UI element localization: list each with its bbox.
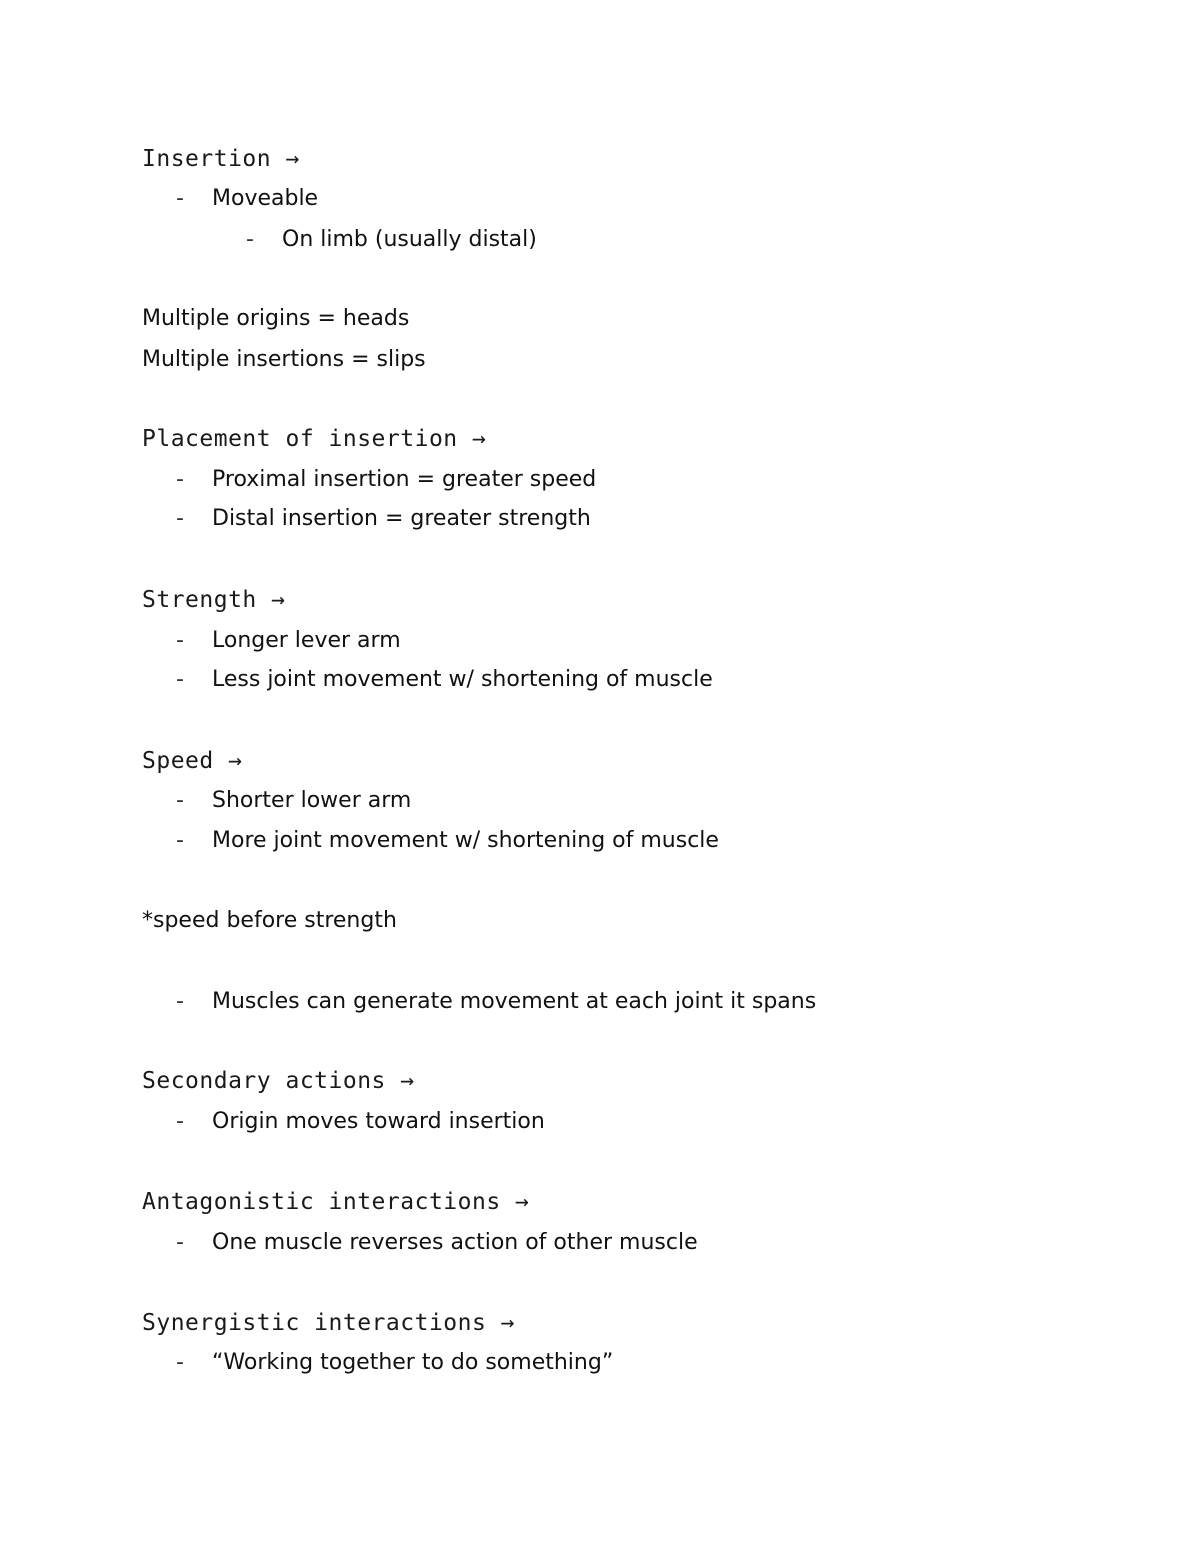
list-item (176, 1350, 613, 1375)
heading-speed: Speed → (142, 748, 243, 774)
note-line: Multiple insertions = slips (142, 347, 426, 372)
list-item (176, 1109, 545, 1134)
list-item-text: One muscle reverses action of other muscle (212, 1230, 698, 1255)
list-item-text: “Working together to do something” (212, 1350, 614, 1375)
bullet-dash: - (176, 467, 184, 492)
bullet-dash: - (246, 227, 254, 252)
bullet-dash: - (176, 788, 184, 813)
list-item-text: Muscles can generate movement at each joint it spans (212, 989, 817, 1014)
bullet-dash: - (176, 989, 184, 1014)
list-item-text: Less joint movement w/ shortening of muscle (212, 667, 713, 692)
list-item (176, 186, 318, 211)
list-item-text: Moveable (212, 186, 319, 211)
list-item-text: More joint movement w/ shortening of muscle (212, 828, 719, 853)
heading-strength: Strength → (142, 587, 286, 613)
bullet-dash: - (176, 1230, 184, 1255)
heading-insertion: Insertion → (142, 146, 300, 172)
list-item (176, 788, 411, 813)
heading-placement-of-insertion: Placement of insertion → (142, 426, 487, 452)
bullet-dash: - (176, 667, 184, 692)
bullet-dash: - (176, 1350, 184, 1375)
bullet-dash: - (176, 186, 184, 211)
list-item-text: Proximal insertion = greater speed (212, 467, 597, 492)
list-item (176, 828, 719, 853)
list-item (176, 667, 713, 692)
list-item (176, 506, 591, 531)
list-item-text: Distal insertion = greater strength (212, 506, 591, 531)
heading-synergistic-interactions: Synergistic interactions → (142, 1310, 516, 1336)
list-item (176, 467, 596, 492)
list-item (176, 628, 401, 653)
bullet-dash: - (176, 506, 184, 531)
note-line: Multiple origins = heads (142, 306, 410, 331)
bullet-dash: - (176, 628, 184, 653)
list-item-text: Origin moves toward insertion (212, 1109, 545, 1134)
list-item-text: On limb (usually distal) (282, 227, 537, 252)
list-item-nested (246, 227, 537, 252)
list-item (176, 989, 816, 1014)
heading-antagonistic-interactions: Antagonistic interactions → (142, 1189, 530, 1215)
heading-secondary-actions: Secondary actions → (142, 1068, 415, 1094)
list-item-text: Shorter lower arm (212, 788, 412, 813)
list-item (176, 1230, 698, 1255)
list-item-text: Longer lever arm (212, 628, 401, 653)
note-line: *speed before strength (142, 908, 397, 933)
bullet-dash: - (176, 828, 184, 853)
bullet-dash: - (176, 1109, 184, 1134)
